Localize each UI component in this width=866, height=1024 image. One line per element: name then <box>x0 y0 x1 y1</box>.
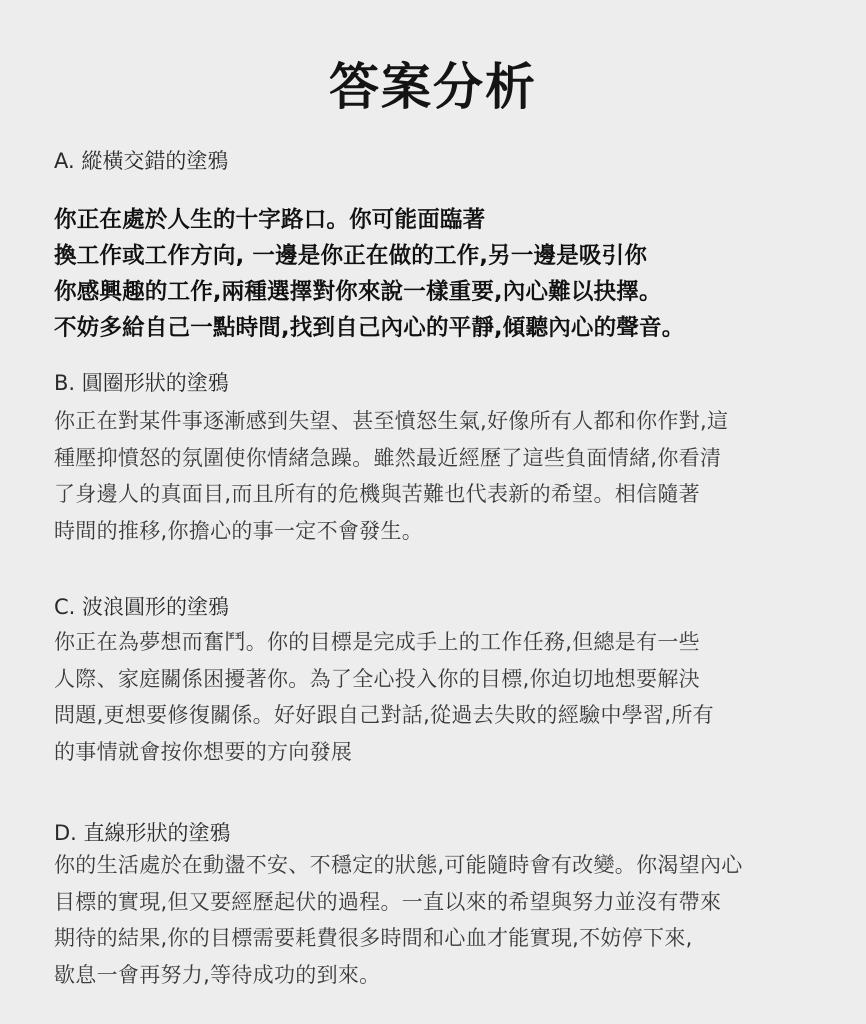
section-b-line: 你正在對某件事逐漸感到失望、甚至憤怒生氣,好像所有人都和你作對,這 <box>54 409 729 433</box>
section-a-line: 你正在處於人生的十字路口。你可能面臨著 <box>54 207 486 233</box>
section-a-line: 不妨多給自己一點時間,找到自己內心的平靜,傾聽內心的聲音。 <box>54 315 685 341</box>
section-b-heading: B. 圓圈形狀的塗鴉 <box>54 371 229 395</box>
section-a-line: 換工作或工作方向, 一邊是你正在做的工作,另一邊是吸引你 <box>54 243 648 269</box>
section-a-paragraph <box>54 202 684 346</box>
section-b-line: 種壓抑憤怒的氛圍使你情緒急躁。雖然最近經歷了這些負面情緒,你看清 <box>54 445 722 470</box>
section-a-line: 你感興趣的工作,兩種選擇對你來說一樣重要,內心難以抉擇。 <box>54 279 662 305</box>
section-d-line: 目標的實現,但又要經歷起伏的過程。一直以來的希望與努力並沒有帶來 <box>54 889 722 914</box>
section-c-line: 你正在為夢想而奮鬥。你的目標是完成手上的工作任務,但總是有一些 <box>54 630 700 654</box>
section-b-line: 了身邊人的真面目,而且所有的危機與苦難也代表新的希望。相信隨著 <box>54 482 700 506</box>
section-c-line: 人際、家庭關係困擾著你。為了全心投入你的目標,你迫切地想要解決 <box>54 666 700 691</box>
section-d-line: 歇息一會再努力,等待成功的到來。 <box>54 962 381 987</box>
section-d-line: 期待的結果,你的目標需要耗費很多時間和心血才能實現,不妨停下來, <box>54 926 693 950</box>
section-c-paragraph <box>54 624 714 770</box>
section-b-line: 時間的推移,你擔心的事一定不會發生。 <box>54 518 424 543</box>
section-b-paragraph <box>54 403 728 549</box>
section-d-paragraph <box>54 847 743 993</box>
section-c-line: 問題,更想要修復關係。好好跟自己對話,從過去失敗的經驗中學習,所有 <box>54 703 714 727</box>
section-c-heading: C. 波浪圓形的塗鴉 <box>54 595 230 619</box>
section-c-line: 的事情就會按你想要的方向發展 <box>54 739 353 764</box>
section-d-heading: D. 直線形狀的塗鴉 <box>54 821 231 845</box>
page-title: 答案分析 <box>329 57 537 116</box>
section-d-line: 你的生活處於在動盪不安、不穩定的狀態,可能隨時會有改變。你渴望內心 <box>54 853 743 877</box>
section-a-heading: A. 縱橫交錯的塗鴉 <box>54 149 229 173</box>
